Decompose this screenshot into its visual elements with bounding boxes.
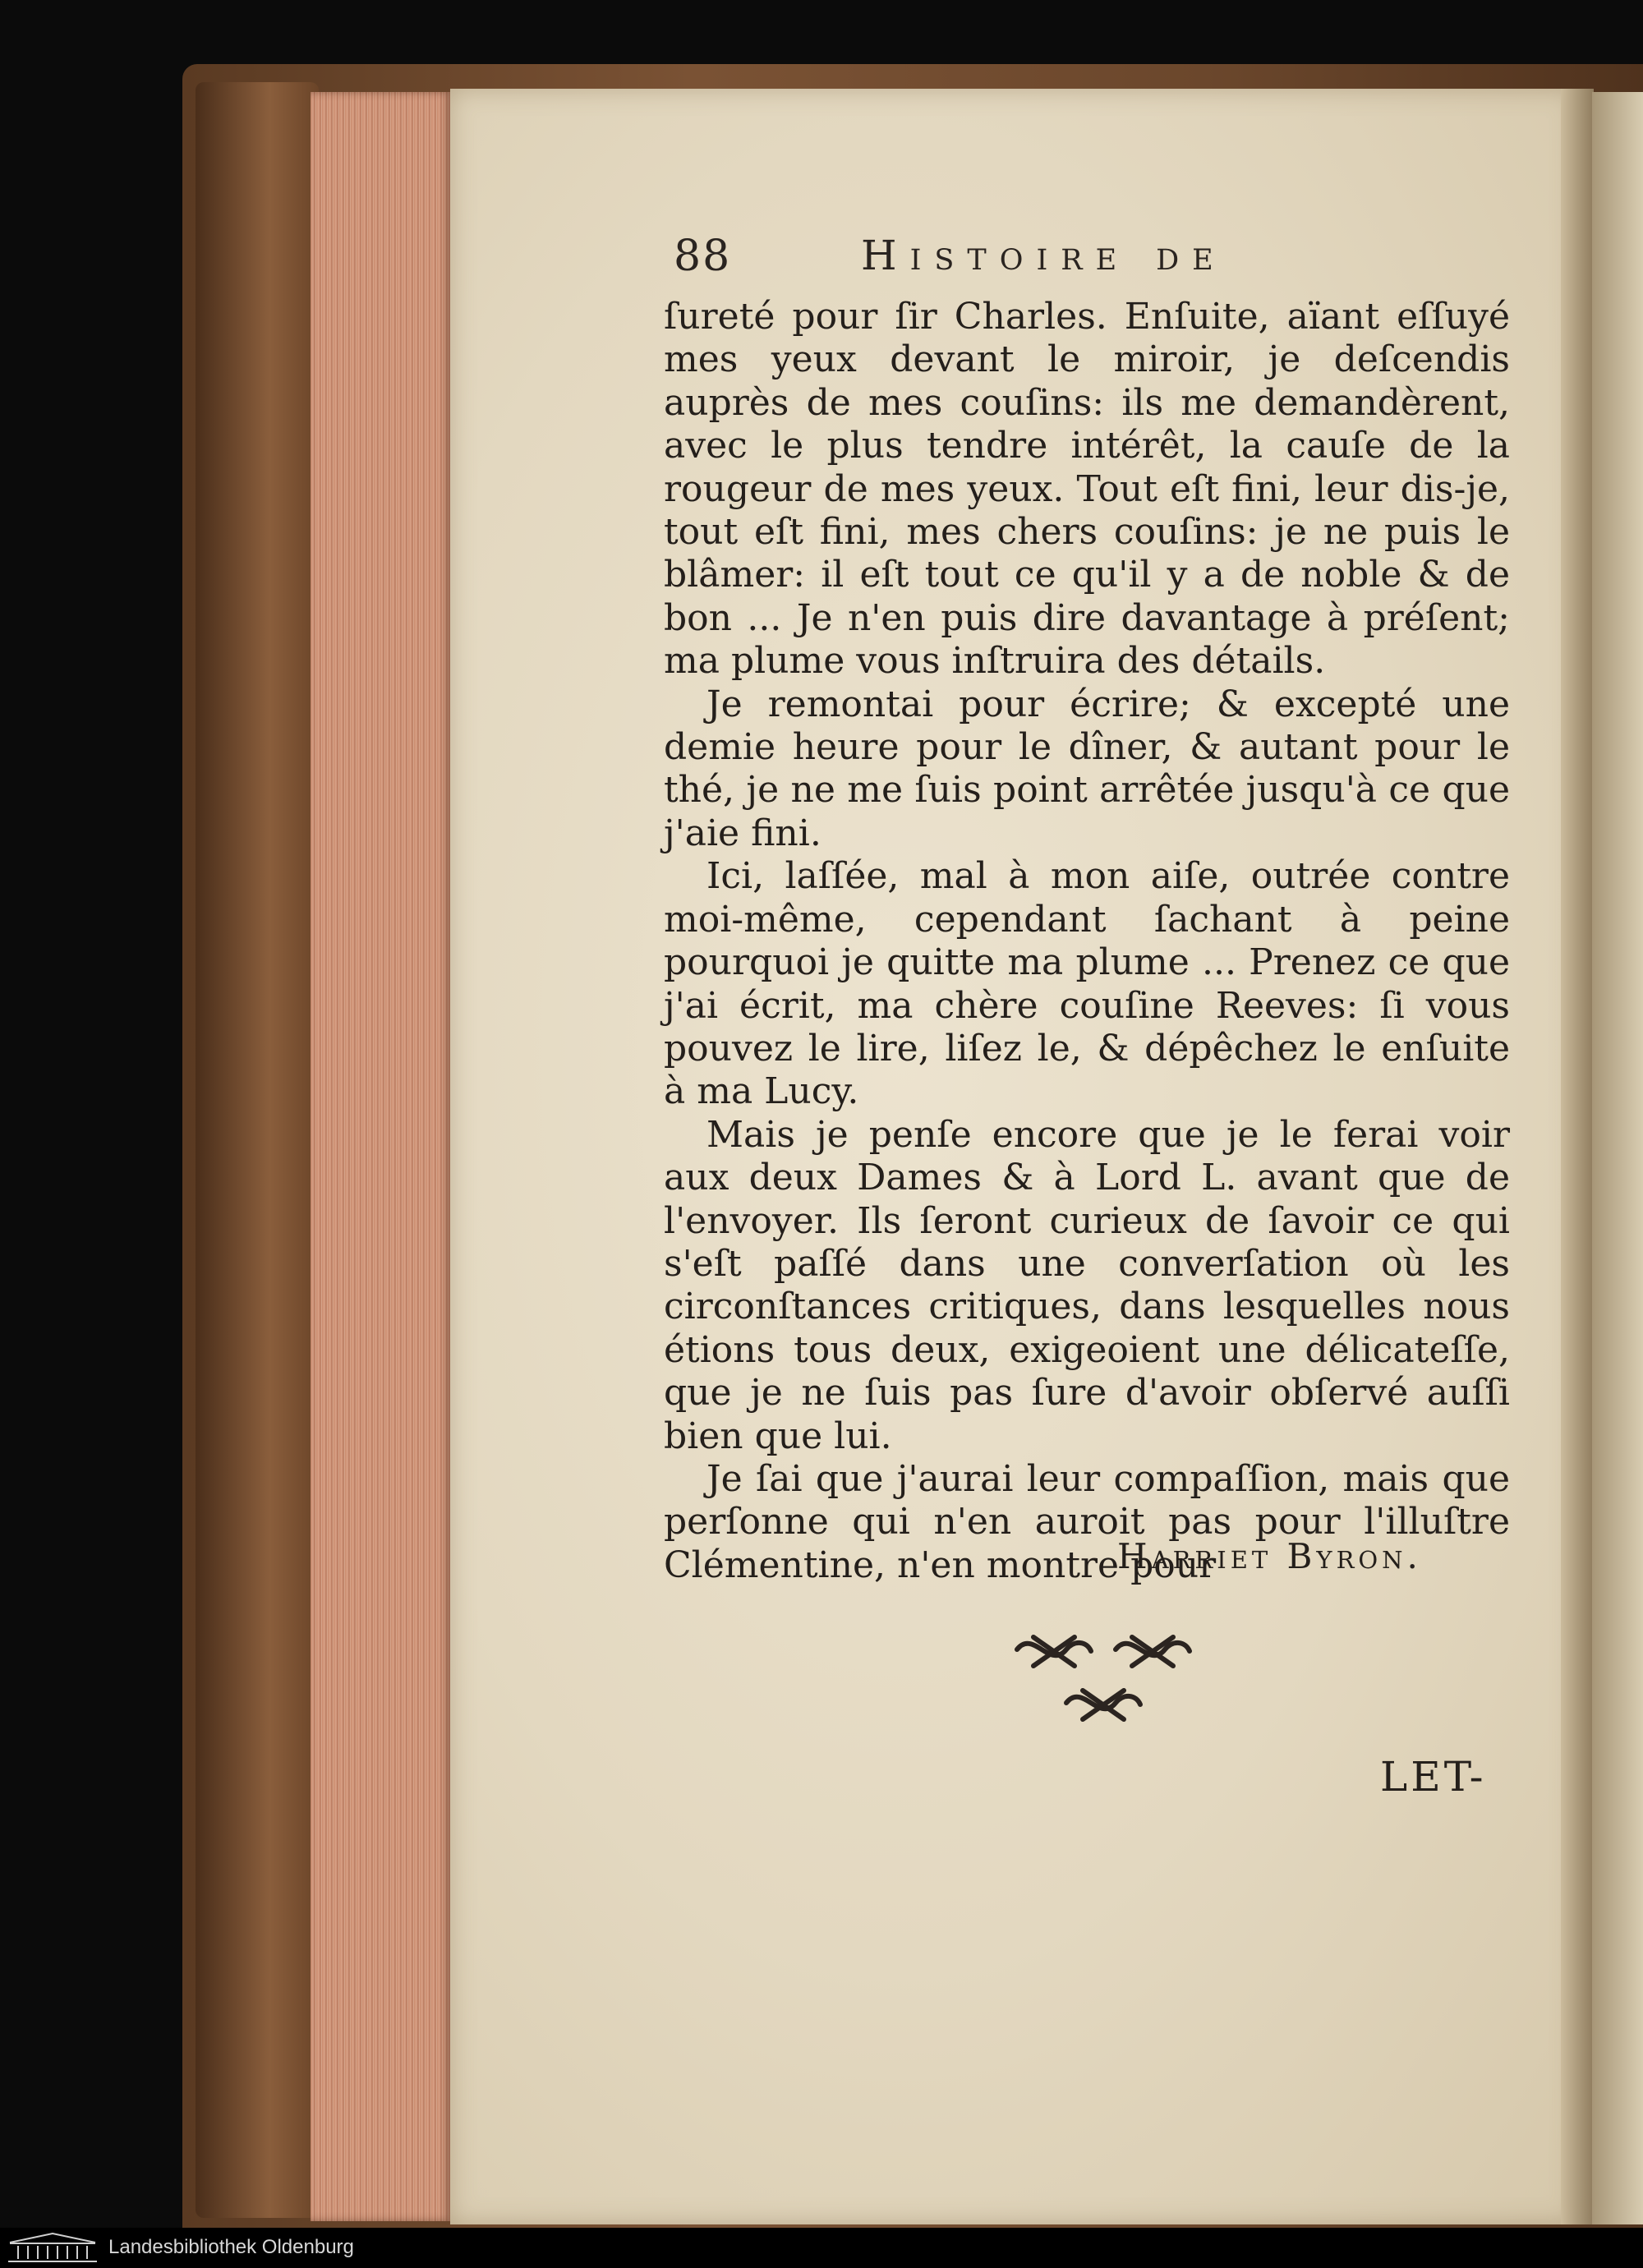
cover-spine-edge [196,82,319,2218]
page-gutter [1561,89,1594,2224]
library-name[interactable]: Landesbibliothek Oldenburg [108,2236,354,2258]
paragraph: Je ſai que j'aurai leur compaſſion, mais que perſonne qui n'en auroit pas pour l'illuſtre Clémentine, n'en montre pour [664,1457,1510,1586]
paragraph: Ici, laſſée, mal à mon aiſe, outrée contre moi-même, cependant ſachant à peine pourquoi je quitte ma plume ... Prenez ce que j'ai écrit, ma chère couſine Reeves: ſi vous pouvez le lire, liſez le, & dépêchez le enſuite à ma Lucy. [664,855,1510,1113]
paragraph: ſureté pour ſir Charles. Enſuite, aïant eſſuyé mes yeux devant le miroir, je deſcendis auprès de mes couſins: ils me demandèrent, avec le plus tendre intérêt, la cauſe de la rougeur de mes yeux. Tout eſt fini, leur dis-je, tout eſt fini, mes chers couſins: je ne puis le blâmer: il eſt tout ce qu'il y a de noble & de bon ... Je n'en puis dire davantage à préſent; ma plume vous inſtruira des détails. [664,296,1510,683]
paragraph: Je remontai pour écrire; & excepté une demie heure pour le dîner, & autant pour le thé, je ne me ſuis point arrêtée jusqu'à ce que j'aie fini. [664,683,1510,854]
page-number: 88 [674,232,732,281]
paragraph: Mais je penſe encore que je le ferai voir aux deux Dames & à Lord L. avant que de l'envoyer. Ils ſeront curieux de ſavoir ce qui s'eſt paſſé dans une converſation où les circonſtances critiques, dans lesquelles nous étions tous deux, exigeoient une délicateſſe, que je ne ſuis pas ſure d'avoir obſervé auſſi bien que lui. [664,1113,1510,1457]
page-header [674,232,1512,289]
library-building-icon [7,2231,99,2264]
signature: Harriet Byron. [1117,1536,1422,1576]
body-text [664,296,1510,1587]
page-fore-edge [311,92,452,2221]
running-title: Histoire de [861,232,1226,279]
facing-page-edge [1592,92,1643,2224]
catchword: LET- [1380,1753,1487,1801]
fleuron-ornament-icon [1009,1625,1198,1732]
